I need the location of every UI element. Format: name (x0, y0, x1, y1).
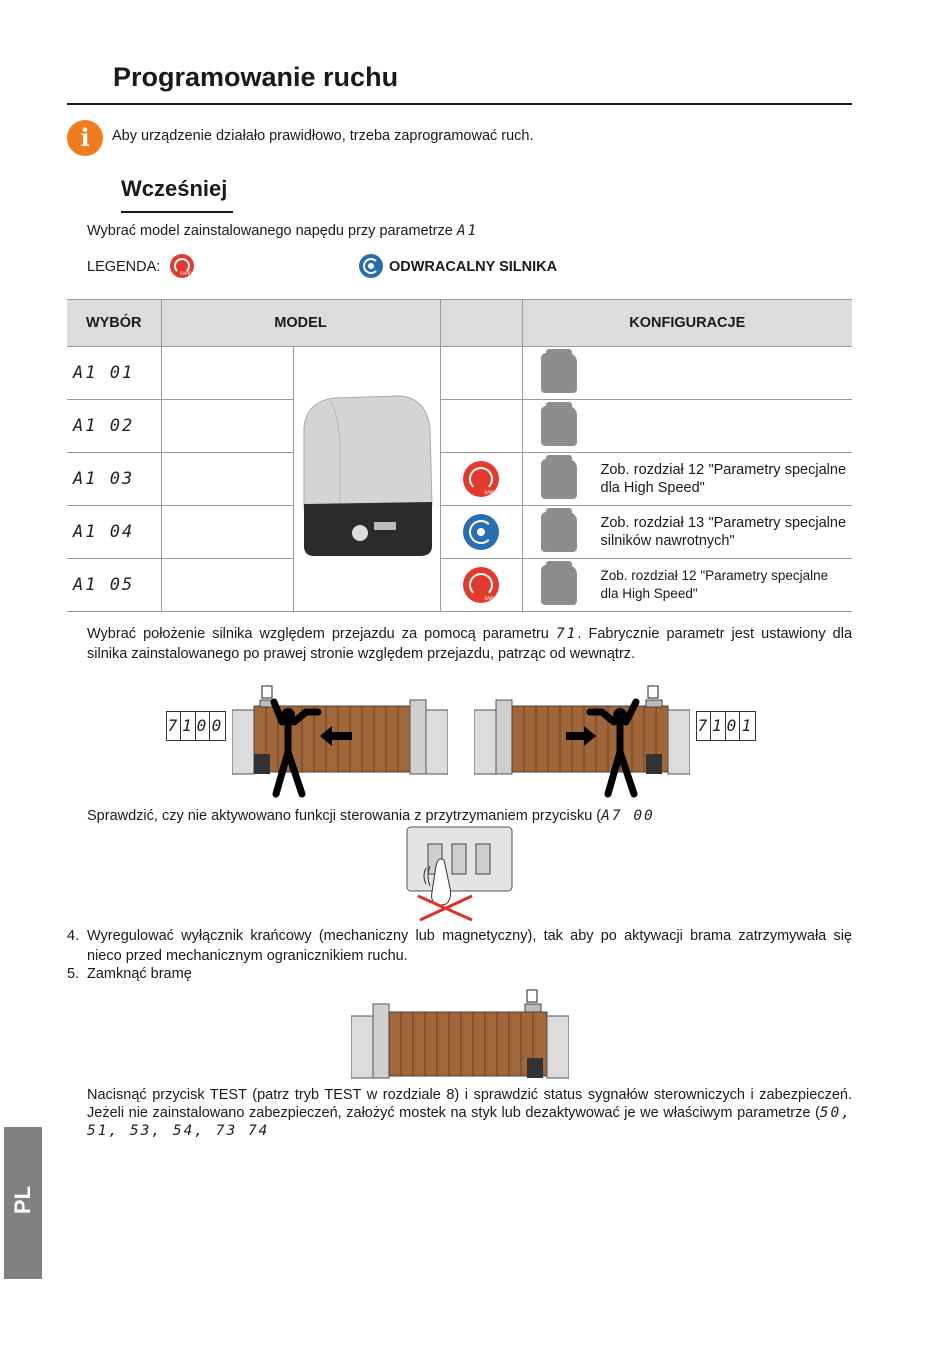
header-selection: WYBÓR (67, 300, 161, 347)
gate-left-illustration (232, 682, 448, 802)
config-cell (522, 400, 852, 453)
gate-motor-image (300, 388, 436, 560)
display-digit: 1 (741, 716, 754, 735)
test-paragraph (87, 1086, 852, 1140)
header-configuration: KONFIGURACJE (522, 300, 852, 347)
config-text: Zob. rozdział 12 "Parametry specjalne dla High Speed" (600, 462, 847, 496)
select-model-param: A1 (456, 223, 479, 239)
selection-cell: A1 05 (67, 559, 161, 612)
legend-reversible-text: ODWRACALNY SILNIKA (389, 259, 558, 275)
select-model-label: Wybrać model zainstalowanego napędu przy parametrze (87, 223, 453, 239)
legend-label: LEGENDA: (87, 259, 161, 275)
display-digit: 7 (167, 712, 181, 740)
header-symbol (440, 300, 522, 347)
reversible-motor-icon (359, 254, 383, 278)
symbol-cell (440, 453, 522, 506)
display-digit: 1 (711, 712, 726, 740)
display-digit: 0 (196, 712, 210, 740)
step-4 (67, 926, 852, 966)
configuration-table (67, 299, 852, 612)
language-side-tab (4, 1127, 42, 1279)
display-digit: 0 (211, 716, 224, 735)
model-cell (161, 400, 293, 453)
position-param: 71 (555, 626, 578, 642)
table-row (67, 400, 852, 453)
selection-cell: A1 01 (67, 347, 161, 400)
step-number: 5. (67, 966, 80, 982)
reversible-motor-icon (463, 514, 499, 550)
step-5 (67, 966, 192, 982)
config-cell (522, 453, 852, 506)
info-icon: i (67, 120, 103, 156)
motor-icon (541, 353, 577, 393)
config-cell (522, 347, 852, 400)
symbol-cell (440, 400, 522, 453)
table-row (67, 347, 852, 400)
motor-icon (541, 406, 577, 446)
config-cell (522, 506, 852, 559)
page-title: Programowanie ruchu (113, 62, 399, 92)
info-text: Aby urządzenie działało prawidłowo, trzeba zaprogramować ruch. (112, 128, 534, 144)
motor-icon (541, 459, 577, 499)
step-text: Wyregulować wyłącznik krańcowy (mechaniczny lub magnetyczny), tak aby po aktywacji brama zatrzymywała się nieco przed mechanicznym ogranicznikiem ruchu. (87, 928, 852, 964)
config-cell (522, 559, 852, 612)
display-right (696, 711, 756, 741)
section-heading: Wcześniej (121, 176, 228, 201)
select-model-text (87, 223, 478, 239)
selection-cell: A1 02 (67, 400, 161, 453)
header-model: MODEL (161, 300, 440, 347)
config-text: Zob. rozdział 12 "Parametry specjalne dla High Speed" (600, 568, 829, 601)
step-number: 4. (67, 928, 80, 944)
position-text-after: . Fabrycznie parametr jest ustawiony dla silnika zainstalowanego po prawej stronie względem przejazdu, patrząc od wewnątrz. (87, 626, 853, 662)
deadman-paragraph (87, 808, 655, 824)
model-cell (161, 453, 293, 506)
deadman-param: A7 00 (601, 808, 655, 824)
section-rule (121, 211, 233, 213)
control-panel-no-hold-illustration (406, 826, 514, 922)
display-digit: 0 (726, 712, 740, 740)
test-text: Nacisnąć przycisk TEST (patrz tryb TEST w rozdziale 8) i sprawdzić status sygnałów sterowniczych i zabezpieczeń. Jeżeli nie zainstalowano zabezpieczeń, założyć mostek na styk lub dezaktywować je we właściwym parametrze ( (87, 1087, 852, 1121)
rapid-speedometer-icon (463, 567, 499, 603)
test-params: 50, 51, 53, 54, 73 74 (87, 1105, 852, 1139)
step-text: Zamknąć bramę (87, 966, 192, 982)
selection-cell: A1 04 (67, 506, 161, 559)
title-rule (67, 103, 852, 105)
symbol-cell (440, 559, 522, 612)
closed-gate-illustration (351, 988, 569, 1080)
motor-icon (541, 512, 577, 552)
position-paragraph (87, 624, 852, 664)
deadman-text: Sprawdzić, czy nie aktywowano funkcji sterowania z przytrzymaniem przycisku ( (87, 808, 602, 824)
gate-right-illustration (474, 682, 690, 802)
table-header-row (67, 300, 852, 347)
symbol-cell (440, 347, 522, 400)
display-digit: 7 (697, 712, 711, 740)
display-digit: 1 (181, 712, 196, 740)
table-row (67, 506, 852, 559)
model-cell (161, 559, 293, 612)
selection-cell: A1 03 (67, 453, 161, 506)
config-text: Zob. rozdział 13 "Parametry specjalne silników nawrotnych" (600, 515, 847, 549)
table-row (67, 453, 852, 506)
display-left (166, 711, 226, 741)
symbol-cell (440, 506, 522, 559)
language-label: PL (10, 1185, 35, 1215)
rapid-speedometer-icon (170, 254, 194, 278)
model-cell (161, 506, 293, 559)
table-row (67, 559, 852, 612)
position-text-before: Wybrać położenie silnika względem przejazdu za pomocą parametru (87, 626, 549, 642)
rapid-speedometer-icon (463, 461, 499, 497)
motor-icon (541, 565, 577, 605)
model-cell (161, 347, 293, 400)
